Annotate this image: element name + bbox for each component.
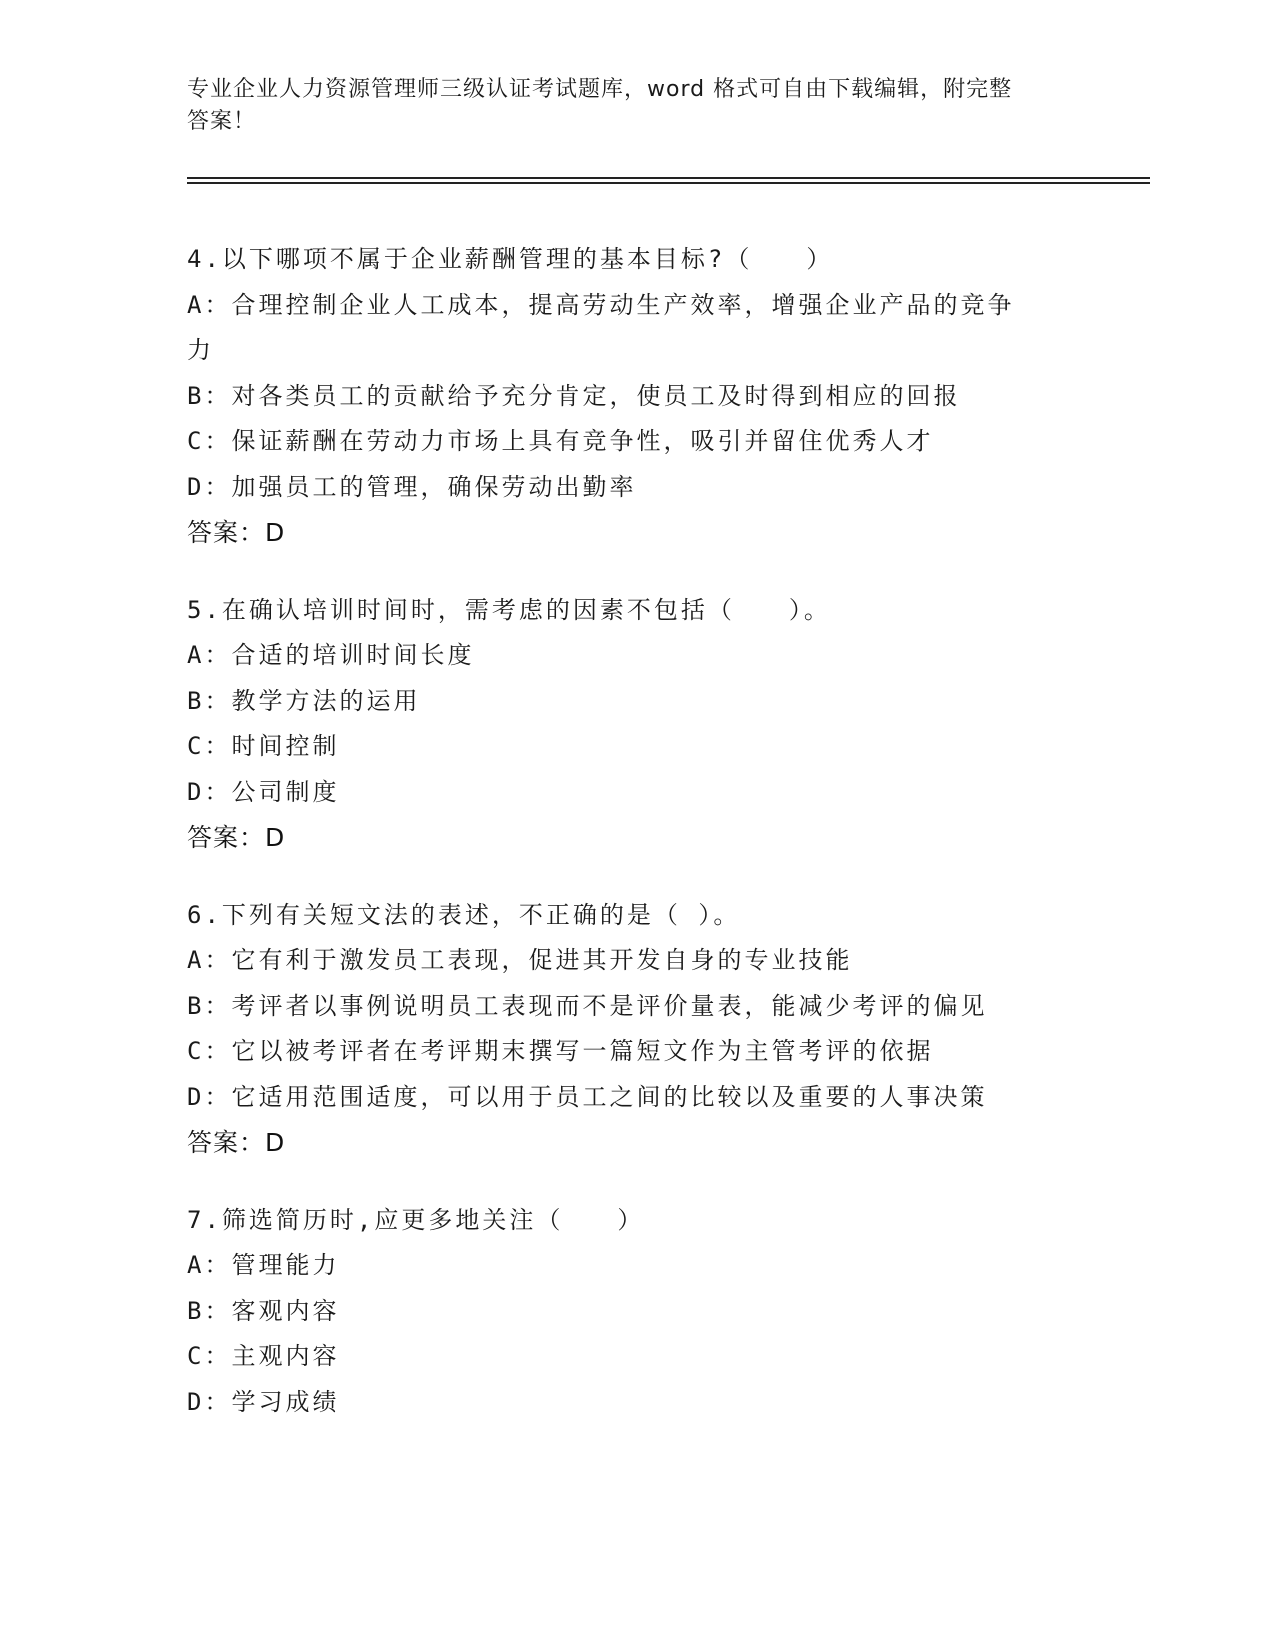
option-a: A：合适的培训时间长度	[187, 641, 475, 669]
header-divider-top	[187, 177, 1150, 179]
question-7	[187, 1198, 1087, 1426]
question-stem: 4.以下哪项不属于企业薪酬管理的基本目标?（ ）	[187, 245, 834, 273]
answer-label: 答案：D	[187, 823, 286, 852]
option-b: B：考评者以事例说明员工表现而不是评价量表，能减少考评的偏见	[187, 991, 988, 1020]
option-b: B：教学方法的运用	[187, 686, 421, 715]
option-c: C：时间控制	[187, 732, 340, 760]
option-b: B：客观内容	[187, 1296, 340, 1325]
option-d: D：它适用范围适度，可以用于员工之间的比较以及重要的人事决策	[187, 1082, 988, 1111]
question-6	[187, 893, 1087, 1166]
option-a: A：它有利于激发员工表现，促进其开发自身的专业技能	[187, 946, 853, 974]
question-list	[187, 237, 1087, 1457]
option-a: A：合理控制企业人工成本，提高劳动生产效率，增强企业产品的竞争	[187, 290, 1015, 319]
document-header	[187, 74, 1087, 138]
option-d: D：学习成绩	[187, 1387, 340, 1416]
question-stem: 5.在确认培训时间时，需考虑的因素不包括（ ）。	[187, 595, 831, 624]
option-a: A：管理能力	[187, 1251, 340, 1279]
option-d: D：公司制度	[187, 777, 340, 806]
answer-label: 答案：D	[187, 518, 286, 547]
question-5	[187, 588, 1087, 861]
question-4	[187, 237, 1087, 556]
header-line-1: 专业企业人力资源管理师三级认证考试题库，word 格式可自由下载编辑，附完整	[187, 77, 1013, 102]
header-divider-bottom	[187, 182, 1150, 184]
header-line-2: 答案！	[187, 109, 257, 134]
question-stem: 6.下列有关短文法的表述，不正确的是（ ）。	[187, 900, 741, 929]
option-c: C：主观内容	[187, 1342, 340, 1370]
answer-label: 答案：D	[187, 1128, 286, 1157]
option-a-continued: 力	[187, 336, 214, 364]
question-stem: 7.筛选简历时,应更多地关注（ ）	[187, 1205, 645, 1234]
option-c: C：保证薪酬在劳动力市场上具有竞争性，吸引并留住优秀人才	[187, 427, 934, 455]
option-b: B：对各类员工的贡献给予充分肯定，使员工及时得到相应的回报	[187, 381, 961, 410]
option-c: C：它以被考评者在考评期末撰写一篇短文作为主管考评的依据	[187, 1037, 934, 1065]
option-d: D：加强员工的管理，确保劳动出勤率	[187, 472, 637, 501]
